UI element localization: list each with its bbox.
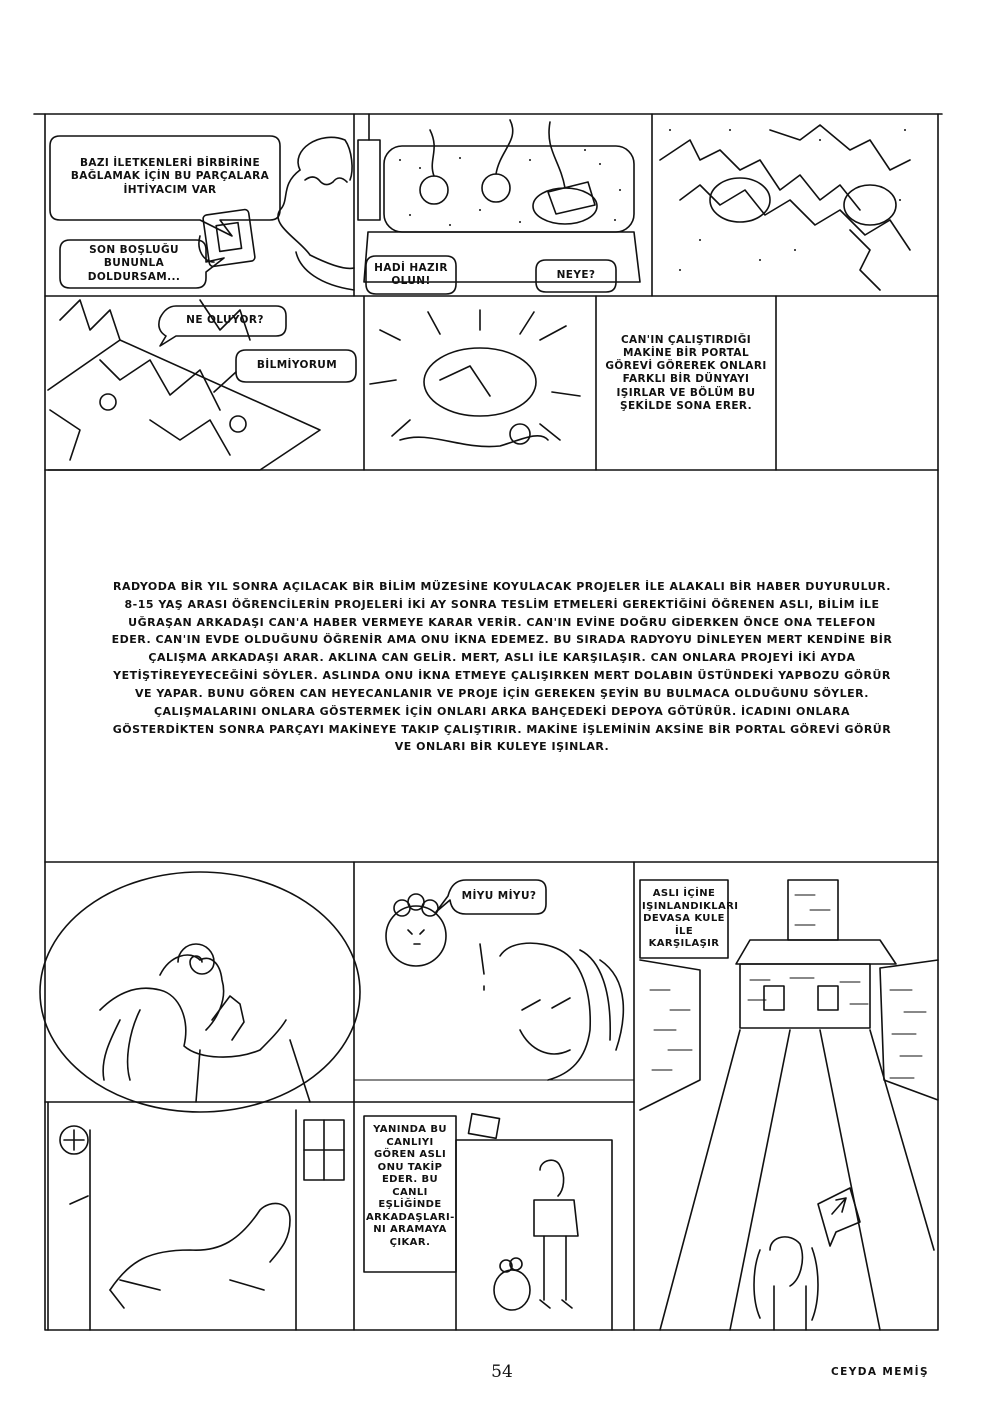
speech-bubble-what: NEYE? — [556, 269, 596, 282]
panel-9-mert-floor-art — [48, 1102, 344, 1330]
caption-follow: YANINDA BU CANLIYI GÖREN ASLI ONU TAKİP EDER. BU CANLI EŞLİĞİNDE ARKADAŞLARI-NI ARAMAYA ÇIKAR. — [366, 1124, 455, 1248]
panel-5-portal-art — [370, 310, 580, 447]
panel-6-asli-portal-art — [40, 872, 360, 1112]
panel-3-lightning-art — [660, 125, 910, 290]
speech-bubble-parts: BAZI İLETKENLERİ BİRBİRİNE BAĞLAMAK İÇİN BU PARÇALARA İHTİYACIM VAR — [70, 157, 270, 196]
panel-10-hallway-art — [456, 1114, 612, 1330]
story-summary: RADYODA BİR YIL SONRA AÇILACAK BİR BİLİM MÜZESİNE KOYULACAK PROJELER İLE ALAKALI BİR HABER DUYURULUR. 8-15 YAŞ ARASI ÖĞRENCİLERİN PROJELERİ İKİ AY SONRA TESLİM ETMELERİ GEREKTİĞİNİ ÖĞRENEN ASLI, BİLİM İLE UĞRAŞAN ARKADAŞI CAN'A HABER VERMEYE KARAR VERİR. CAN'IN EVİNE DOĞRU GİDERKEN ÖNCE ONA TELEFON EDER. CAN'IN EVDE OLDUĞUNU ÖĞRENİR AMA ONU İKNA EDEMEZ. BU SIRADA RADYOYU DİNLEYEN MERT KENDİNE BİR ÇALIŞMA ARKADAŞI ARAR. AKLINA CAN GELİR. MERT, ASLI İLE KARŞILAŞIR. CAN ONLARA PROJEYİ İKİ AYDA YETİŞTİREYEYECEĞİNİ SÖYLER. ASLINDA ONU İKNA ETMEYE ÇALIŞIRKEN MERT DOLABIN ÜSTÜNDEKİ YAPBOZU GÖRÜR VE YAPAR. BUNU GÖREN CAN HEYECANLANIR VE PROJE İÇİN GEREKEN ŞEYİN BU BULMACA OLDUĞUNU SÖYLER. ÇALIŞMALARINI ONLARA GÖSTERMEK İÇİN ONLARI ARKA BAHÇEDEKİ DEPOYA GÖTÜRÜR. İCADINI ONLARA GÖSTERDİKTEN SONRA PARÇAYI MAKİNEYE TAKIP ÇALIŞTIRIR. MAKİNE İŞLEMİNİN AKSİNE BİR PORTAL GÖREVİ GÖRÜR VE ONLARI BİR KULEYE IŞINLAR. — [111, 580, 893, 754]
panel-8-asli-back-art — [754, 1188, 860, 1330]
speech-bubble-happening: NE OLUYOR? — [186, 314, 264, 327]
caption-tower: ASLI İÇİNE IŞINLANDIKLARI DEVASA KULE İLE KARŞILAŞIR — [642, 888, 739, 949]
speech-bubble-ready: HADİ HAZIR OLUN! — [374, 261, 448, 287]
page-number: 54 — [491, 1362, 513, 1382]
panel-7-miyu-asli-art — [386, 894, 623, 1080]
author-name: CEYDA MEMİŞ — [831, 1366, 929, 1378]
speech-bubble-dunno: BİLMİYORUM — [256, 359, 338, 372]
speech-bubble-fill: SON BOŞLUĞU BUNUNLA DOLDURSAM... — [87, 244, 181, 283]
caption-portal: CAN'IN ÇALIŞTIRDIĞI MAKİNE BİR PORTAL GÖREVİ GÖREREK ONLARI FARKLI BİR DÜNYAYI IŞIRLAR VE BÖLÜM BU ŞEKİLDE SONA ERER. — [605, 334, 767, 412]
speech-bubble-miyu: MİYU MİYU? — [461, 890, 537, 903]
